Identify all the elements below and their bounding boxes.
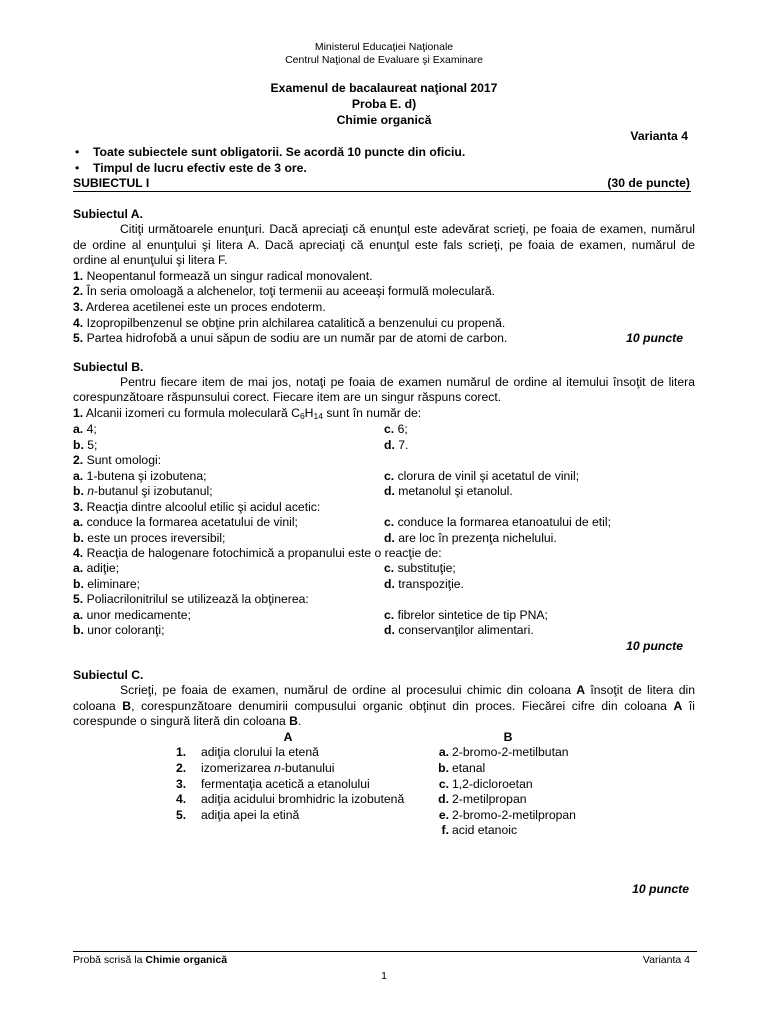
question-item xyxy=(73,592,695,607)
option-b xyxy=(73,531,384,546)
formula-carbon: C xyxy=(291,405,300,420)
instructions-line xyxy=(73,699,695,715)
item-number: 4. xyxy=(73,315,84,330)
option-c xyxy=(384,469,695,484)
options-row xyxy=(73,608,695,623)
item-number: 2. xyxy=(73,453,84,468)
item-number: 2. xyxy=(73,284,84,299)
instructions-line: corespunzătoare răspunsului corect. Fiecare item are un singur răspuns corect. xyxy=(73,390,502,405)
column-ref: A xyxy=(673,698,683,713)
option-label: b. xyxy=(73,530,84,545)
option-text: 7. xyxy=(398,437,409,452)
statement-text: Partea hidrofobă a unui săpun de sodiu are un număr par de atomi de carbon. xyxy=(86,331,508,346)
option-label: d. xyxy=(384,484,395,499)
option-text: unor coloranţi; xyxy=(87,623,165,638)
footer-subject: Chimie organică xyxy=(145,954,228,966)
column-a-header: A xyxy=(283,729,293,744)
matching-row xyxy=(73,745,695,761)
formula-subscript: 6 xyxy=(299,411,305,422)
instructions-line: Pentru fiecare item de mai jos, notaţi pe foaia de examen numărul de ordine al itemului însoţit de litera xyxy=(120,375,695,389)
statement-item xyxy=(73,316,695,332)
options-row xyxy=(73,623,695,638)
footer-prefix: Probă scrisă la xyxy=(73,954,146,966)
compound-name: 1,2-dicloroetan xyxy=(452,776,533,791)
compound-name: 2-bromo-2-metilbutan xyxy=(452,745,569,760)
column-ref: B xyxy=(122,698,132,713)
option-text: 5; xyxy=(87,437,98,452)
option-label: a. xyxy=(73,607,84,622)
exam-title: Examenul de bacalaureat naţional 2017 xyxy=(270,81,498,95)
process-text: adiţia clorului la etenă xyxy=(201,745,319,760)
formula-hydrogen: H xyxy=(304,405,314,420)
question-text: Alcanii izomeri cu formula moleculară xyxy=(85,405,292,420)
exam-variant: Varianta 4 xyxy=(630,129,688,143)
option-a xyxy=(73,422,384,437)
item-number: 1. xyxy=(73,405,84,420)
option-c xyxy=(384,422,695,437)
option-label: b. xyxy=(73,623,84,638)
points-label: 10 puncte xyxy=(626,638,683,653)
option-c xyxy=(384,608,695,623)
option-b xyxy=(73,438,384,453)
process-number: 1. xyxy=(176,745,187,760)
option-d xyxy=(384,577,695,592)
question-item xyxy=(73,453,695,468)
ministry-name: Ministerul Educaţiei Naţionale xyxy=(314,41,454,53)
footer-divider xyxy=(73,951,697,952)
matching-row xyxy=(73,808,695,824)
option-label: d. xyxy=(384,623,395,638)
page-footer xyxy=(73,953,690,967)
option-label: b. xyxy=(73,576,84,591)
instructions-text: corespunde o singură literă din coloana xyxy=(73,714,290,729)
item-number: 5. xyxy=(73,331,84,346)
option-d xyxy=(384,484,695,499)
compound-name: 2-metilpropan xyxy=(452,792,527,807)
subiectul-a-title: Subiectul A. xyxy=(73,207,143,221)
option-a xyxy=(73,608,384,623)
item-number: 3. xyxy=(73,499,84,514)
rule-item xyxy=(73,144,695,160)
subiectul-c-title: Subiectul C. xyxy=(73,668,144,682)
subiectul-b xyxy=(73,359,695,654)
instructions-text: însoţit de litera din xyxy=(585,683,696,697)
question-text-end: sunt în număr de: xyxy=(322,405,422,420)
exam-proba: Proba E. d) xyxy=(351,97,417,111)
option-b xyxy=(73,623,384,638)
item-number: 5. xyxy=(73,592,84,607)
section-header xyxy=(73,176,691,192)
process-italic: n xyxy=(274,760,281,775)
compound-letter: a. xyxy=(438,745,449,760)
footer-variant: Varianta 4 xyxy=(642,954,690,966)
issuer-header xyxy=(0,41,768,67)
matching-row xyxy=(73,777,695,793)
instructions-text: Scrieţi, pe foaia de examen, numărul de ordine al procesului chimic din coloana xyxy=(120,683,577,697)
exam-heading xyxy=(73,80,695,192)
compound-name: etanal xyxy=(452,760,486,775)
option-text: fibrelor sintetice de tip PNA; xyxy=(397,607,548,622)
options-row xyxy=(73,438,695,453)
process-text-end: -butanului xyxy=(280,760,335,775)
option-label: d. xyxy=(384,576,395,591)
option-d xyxy=(384,623,695,638)
matching-header-row xyxy=(73,730,695,746)
process-text: adiţia apei la etină xyxy=(201,807,300,822)
option-text: conduce la formarea etanoatului de etil; xyxy=(397,515,611,530)
option-text: substituţie; xyxy=(397,561,456,576)
question-item xyxy=(73,406,695,422)
compound-name: 2-bromo-2-metilpropan xyxy=(452,807,576,822)
matching-row xyxy=(73,823,695,839)
statement-text: În seria omoloagă a alchenelor, toţi termenii au aceeaşi formulă moleculară. xyxy=(86,284,496,299)
process-number: 2. xyxy=(176,760,187,775)
option-text: 4; xyxy=(86,422,97,437)
option-text: -butanul şi izobutanul; xyxy=(94,484,213,499)
statement-item xyxy=(73,269,695,285)
process-text: adiţia acidului bromhidric la izobutenă xyxy=(201,792,405,807)
option-label: a. xyxy=(73,468,84,483)
statement-text: Neopentanul formează un singur radical monovalent. xyxy=(86,268,373,283)
process-text: izomerizarea xyxy=(201,760,275,775)
option-d xyxy=(384,531,695,546)
option-b xyxy=(73,484,384,499)
option-label: b. xyxy=(73,437,84,452)
statement-text: Arderea acetilenei este un proces endoterm. xyxy=(85,299,326,314)
section-title: SUBIECTUL I xyxy=(73,176,150,190)
points-label: 10 puncte xyxy=(632,882,689,896)
process-number: 3. xyxy=(176,776,187,791)
question-text: Reacţia dintre alcoolul etilic şi acidul acetic: xyxy=(86,499,321,514)
rule-item xyxy=(73,160,695,176)
option-a xyxy=(73,515,384,530)
option-text: 6; xyxy=(397,422,408,437)
option-a xyxy=(73,469,384,484)
process-text-wrap xyxy=(201,761,334,777)
options-row xyxy=(73,515,695,530)
statement-text: Izopropilbenzenul se obţine prin alchilarea catalitică a benzenului cu propenă. xyxy=(86,315,506,330)
statement-item xyxy=(73,284,695,300)
option-b xyxy=(73,577,384,592)
statement-item xyxy=(73,331,695,347)
option-label: c. xyxy=(384,515,395,530)
evaluation-center-name: Centrul Naţional de Evaluare şi Examinare xyxy=(285,54,483,66)
option-text: conduce la formarea acetatului de vinil; xyxy=(86,515,298,530)
rule-text: Timpul de lucru efectiv este de 3 ore. xyxy=(93,161,307,175)
subiectul-a xyxy=(73,206,695,347)
matching-row xyxy=(73,761,695,777)
options-row xyxy=(73,469,695,484)
option-label: a. xyxy=(73,422,84,437)
option-label: a. xyxy=(73,515,84,530)
instructions-text: . xyxy=(297,714,302,729)
instructions-line: ordine al enunţului şi litera F. xyxy=(73,253,228,268)
item-number: 1. xyxy=(73,268,84,283)
item-number: 4. xyxy=(73,545,84,560)
options-row xyxy=(73,531,695,546)
option-label: c. xyxy=(384,607,395,622)
column-ref: A xyxy=(576,683,586,697)
options-row xyxy=(73,561,695,576)
option-text: are loc în prezenţa nichelului. xyxy=(398,530,557,545)
question-text: Sunt omologi: xyxy=(86,453,162,468)
option-label: c. xyxy=(384,422,395,437)
option-label: d. xyxy=(384,530,395,545)
instructions-line: Citiţi următoarele enunţuri. Dacă apreciaţi că enunţul este adevărat scrieţi, pe foaia de examen, numărul xyxy=(120,222,695,236)
instructions-line xyxy=(73,714,695,730)
option-c xyxy=(384,561,695,576)
rule-text: Toate subiectele sunt obligatorii. Se acordă 10 puncte din oficiu. xyxy=(93,145,466,159)
bullet-icon: • xyxy=(75,145,80,159)
option-text: conservanţilor alimentari. xyxy=(398,623,534,638)
page-number: 1 xyxy=(381,970,387,982)
options-row xyxy=(73,422,695,437)
option-label: c. xyxy=(384,468,395,483)
compound-letter: e. xyxy=(438,807,449,822)
option-label: a. xyxy=(73,561,84,576)
compound-name: acid etanoic xyxy=(452,823,518,838)
bullet-icon: • xyxy=(75,161,80,175)
options-row xyxy=(73,577,695,592)
footer-left xyxy=(73,953,227,967)
section-points: (30 de puncte) xyxy=(607,176,690,190)
option-text: adiţie; xyxy=(86,561,120,576)
question-text: Reacţia de halogenare fotochimică a propanului este o reacţie de: xyxy=(86,545,442,560)
compound-letter: b. xyxy=(438,760,449,775)
compound-letter: f. xyxy=(441,823,449,838)
process-text: fermentaţia acetică a etanolului xyxy=(201,776,370,791)
option-label: c. xyxy=(384,561,395,576)
option-text: metanolul şi etanolul. xyxy=(398,484,513,499)
exam-subject: Chimie organică xyxy=(336,113,432,127)
instructions-text: , corespunzătoare denumirii compusului organic obţinut din proces. Fiecărei cifre din coloana xyxy=(131,698,674,713)
instructions-text: coloana xyxy=(73,698,123,713)
column-b-header: B xyxy=(503,729,513,744)
option-a xyxy=(73,561,384,576)
points-label: 10 puncte xyxy=(626,331,683,346)
option-text: 1-butena şi izobutena; xyxy=(86,468,207,483)
column-ref: B xyxy=(289,714,298,729)
option-text: clorura de vinil şi acetatul de vinil; xyxy=(397,468,580,483)
option-text: este un proces ireversibil; xyxy=(87,530,226,545)
statement-item xyxy=(73,300,695,316)
formula-subscript: 14 xyxy=(313,411,323,422)
option-text: transpoziţie. xyxy=(398,576,464,591)
item-number: 3. xyxy=(73,299,84,314)
option-d xyxy=(384,438,695,453)
options-row xyxy=(73,484,695,499)
process-number: 5. xyxy=(176,807,187,822)
instructions-line xyxy=(73,683,695,699)
compound-letter: d. xyxy=(438,792,449,807)
process-number: 4. xyxy=(176,792,187,807)
question-item xyxy=(73,546,695,561)
question-text: Poliacrilonitrilul se utilizează la obţinerea: xyxy=(86,592,309,607)
option-c xyxy=(384,515,695,530)
question-item xyxy=(73,500,695,515)
option-italic-prefix: n xyxy=(87,484,95,499)
compound-letter: c. xyxy=(438,776,449,791)
subiectul-b-title: Subiectul B. xyxy=(73,360,144,374)
subiectul-c xyxy=(73,667,695,839)
option-text: unor medicamente; xyxy=(86,607,191,622)
matching-row xyxy=(73,792,695,808)
option-text: eliminare; xyxy=(87,576,141,591)
instructions-text: îi xyxy=(682,698,695,713)
instructions-line: de ordine al enunţului şi litera A. Dacă apreciaţi că enunţul este fals scrieţi, pe foaia de examen, numărul de xyxy=(73,237,695,252)
option-label: b. xyxy=(73,484,84,499)
statement-content xyxy=(73,331,507,347)
option-label: d. xyxy=(384,437,395,452)
